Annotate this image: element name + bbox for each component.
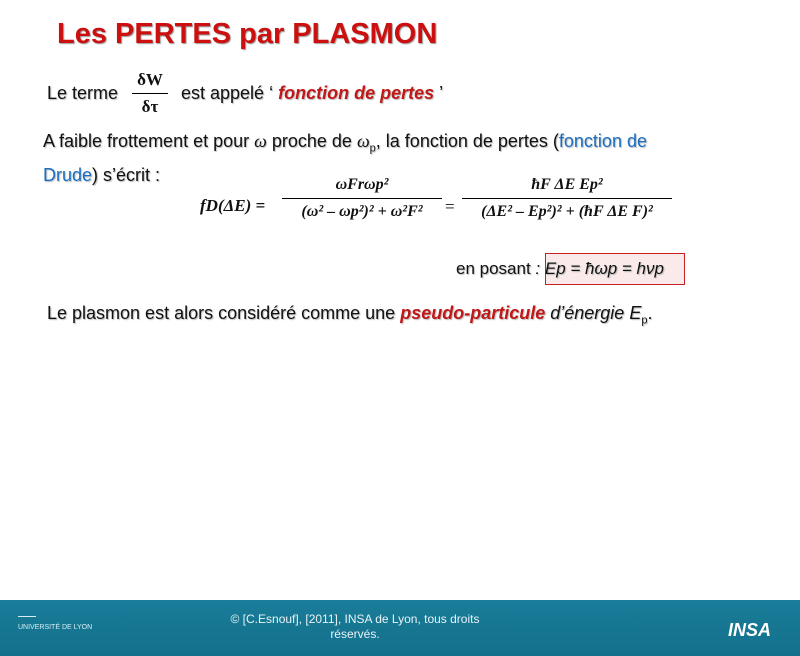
equation-frac2-bar — [462, 198, 672, 199]
para-part2: proche de — [271, 131, 352, 151]
en-posant-line — [456, 259, 664, 279]
copyright-line-2: réservés. — [330, 627, 380, 641]
fraction-numerator: δW — [137, 70, 163, 89]
plasmon-part1: Le plasmon est alors considéré comme une — [47, 303, 396, 323]
equation-frac1-bar — [282, 198, 442, 199]
universite-de-lyon-logo: UNIVERSITÉ DE LYON — [18, 614, 92, 632]
omega-symbol: ω — [254, 131, 267, 151]
footer-bar — [0, 600, 800, 656]
para-part1: A faible frottement et pour — [43, 131, 250, 151]
en-posant-label: en posant — [456, 259, 531, 278]
para-part4: ) s’écrit : — [92, 164, 161, 185]
page-title: Les PERTES par PLASMON — [57, 18, 438, 50]
term-pseudo-particule: pseudo-particule — [400, 303, 546, 323]
plasmon-part2: d’énergie — [550, 303, 625, 323]
omega-p-symbol: ω — [356, 131, 370, 151]
equation-frac1-denominator: (ω² – ωp²)² + ω²F² — [301, 203, 423, 220]
intro-suffix: ’ — [439, 83, 444, 103]
intro-middle-text: est appelé ‘ — [181, 83, 274, 103]
equation-lhs: fD(ΔE) = — [200, 196, 266, 215]
intro-middle — [181, 83, 443, 104]
equation-frac1-numerator: ωFrωp² — [335, 176, 389, 193]
copyright-text — [200, 612, 510, 642]
equation-equals: = — [445, 197, 455, 216]
plasmon-end: . — [647, 303, 653, 323]
equation-fraction-2 — [462, 176, 672, 221]
para-part3: , la fonction de pertes ( — [375, 131, 559, 151]
term-fonction-de-pertes: fonction de pertes — [278, 83, 435, 103]
plasmon-sentence — [47, 303, 652, 327]
equation-frac2-denominator: (ΔE² – Ep²)² + (ħF ΔE F)² — [481, 203, 653, 220]
copyright-line-1: © [C.Esnouf], [2011], INSA de Lyon, tous droits — [230, 612, 480, 626]
equation-frac2-numerator: ħF ΔE Ep² — [531, 176, 603, 193]
insa-logo: INSA — [728, 620, 772, 640]
intro-prefix: Le terme — [47, 83, 119, 103]
drude-function-link[interactable]: fonction de Drude — [43, 131, 647, 185]
equation-fraction-1 — [282, 176, 442, 221]
dw-dtau-fraction — [132, 70, 168, 117]
omega-p-subscript: p — [369, 142, 376, 155]
fraction-denominator: δτ — [141, 97, 159, 116]
ep-subscript: p — [641, 314, 648, 327]
fraction-bar — [132, 93, 168, 94]
ep-definition: : Ep = ħωp = hνp — [535, 259, 664, 278]
ep-symbol: E — [629, 303, 642, 323]
